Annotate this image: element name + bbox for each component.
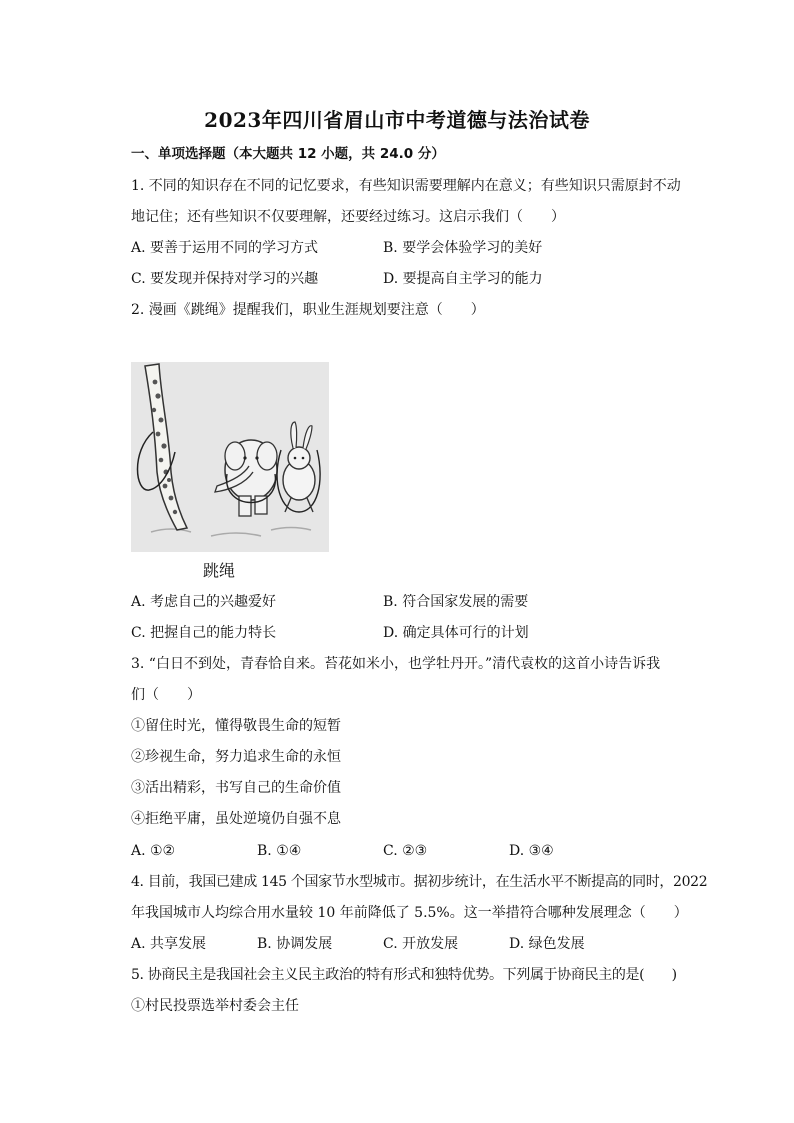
question-3-option-c: C. ②③ (383, 843, 428, 859)
question-3-stem-line1: 3. “白日不到处，青春恰自来。苔花如米小，也学牡丹开。”清代袁枚的这首小诗告诉我 (131, 656, 661, 672)
page-title: 2023年四川省眉山市中考道德与法治试卷 (204, 108, 590, 132)
question-1-stem-line1: 1. 不同的知识存在不同的记忆要求，有些知识需要理解内在意义；有些知识只需原封不动 (131, 178, 681, 194)
question-5-stem: 5. 协商民主是我国社会主义民主政治的特有形式和独特优势。下列属于协商民主的是( ) (131, 967, 677, 983)
question-4-option-c: C. 开放发展 (383, 936, 459, 952)
question-3-option-d: D. ③④ (509, 843, 554, 859)
question-5-statement-1: ①村民投票选举村委会主任 (131, 998, 299, 1014)
question-1-option-a: A. 要善于运用不同的学习方式 (131, 240, 319, 256)
question-2-option-c: C. 把握自己的能力特长 (131, 625, 277, 641)
jump-rope-cartoon-drawing (131, 362, 329, 552)
question-1-stem-line2: 地记住；还有些知识不仅要理解，还要经过练习。这启示我们（ ） (131, 209, 565, 225)
question-2-option-a: A. 考虑自己的兴趣爱好 (131, 594, 277, 610)
question-3-statement-3: ③活出精彩，书写自己的生命价值 (131, 780, 341, 796)
question-2-option-b: B. 符合国家发展的需要 (383, 594, 529, 610)
question-3-option-b: B. ①④ (257, 843, 302, 859)
question-4-stem-line1: 4. 目前，我国已建成 145 个国家节水型城市。据初步统计，在生活水平不断提高的同时，2022 (131, 874, 708, 890)
question-1-option-c: C. 要发现并保持对学习的兴趣 (131, 271, 319, 287)
jump-rope-cartoon (131, 362, 329, 552)
figure-caption: 跳绳 (203, 561, 236, 580)
question-3-stem-line2: 们（ ） (131, 687, 201, 703)
question-2-stem: 2. 漫画《跳绳》提醒我们，职业生涯规划要注意（ ） (131, 302, 485, 318)
question-4-option-a: A. 共享发展 (131, 936, 207, 952)
question-3-option-a: A. ①② (131, 843, 176, 859)
section-heading: 一、单项选择题（本大题共 12 小题，共 24.0 分） (131, 146, 445, 162)
question-4-stem-line2: 年我国城市人均综合用水量较 10 年前降低了 5.5%。这一举措符合哪种发展理念（ ） (131, 905, 688, 921)
question-3-statement-1: ①留住时光，懂得敬畏生命的短暂 (131, 718, 341, 734)
question-1-option-b: B. 要学会体验学习的美好 (383, 240, 543, 256)
question-3-statement-2: ②珍视生命，努力追求生命的永恒 (131, 749, 341, 765)
question-3-statement-4: ④拒绝平庸，虽处逆境仍自强不息 (131, 811, 341, 827)
question-2-option-d: D. 确定具体可行的计划 (383, 625, 529, 641)
question-4-option-b: B. 协调发展 (257, 936, 333, 952)
question-4-option-d: D. 绿色发展 (509, 936, 585, 952)
question-1-option-d: D. 要提高自主学习的能力 (383, 271, 543, 287)
